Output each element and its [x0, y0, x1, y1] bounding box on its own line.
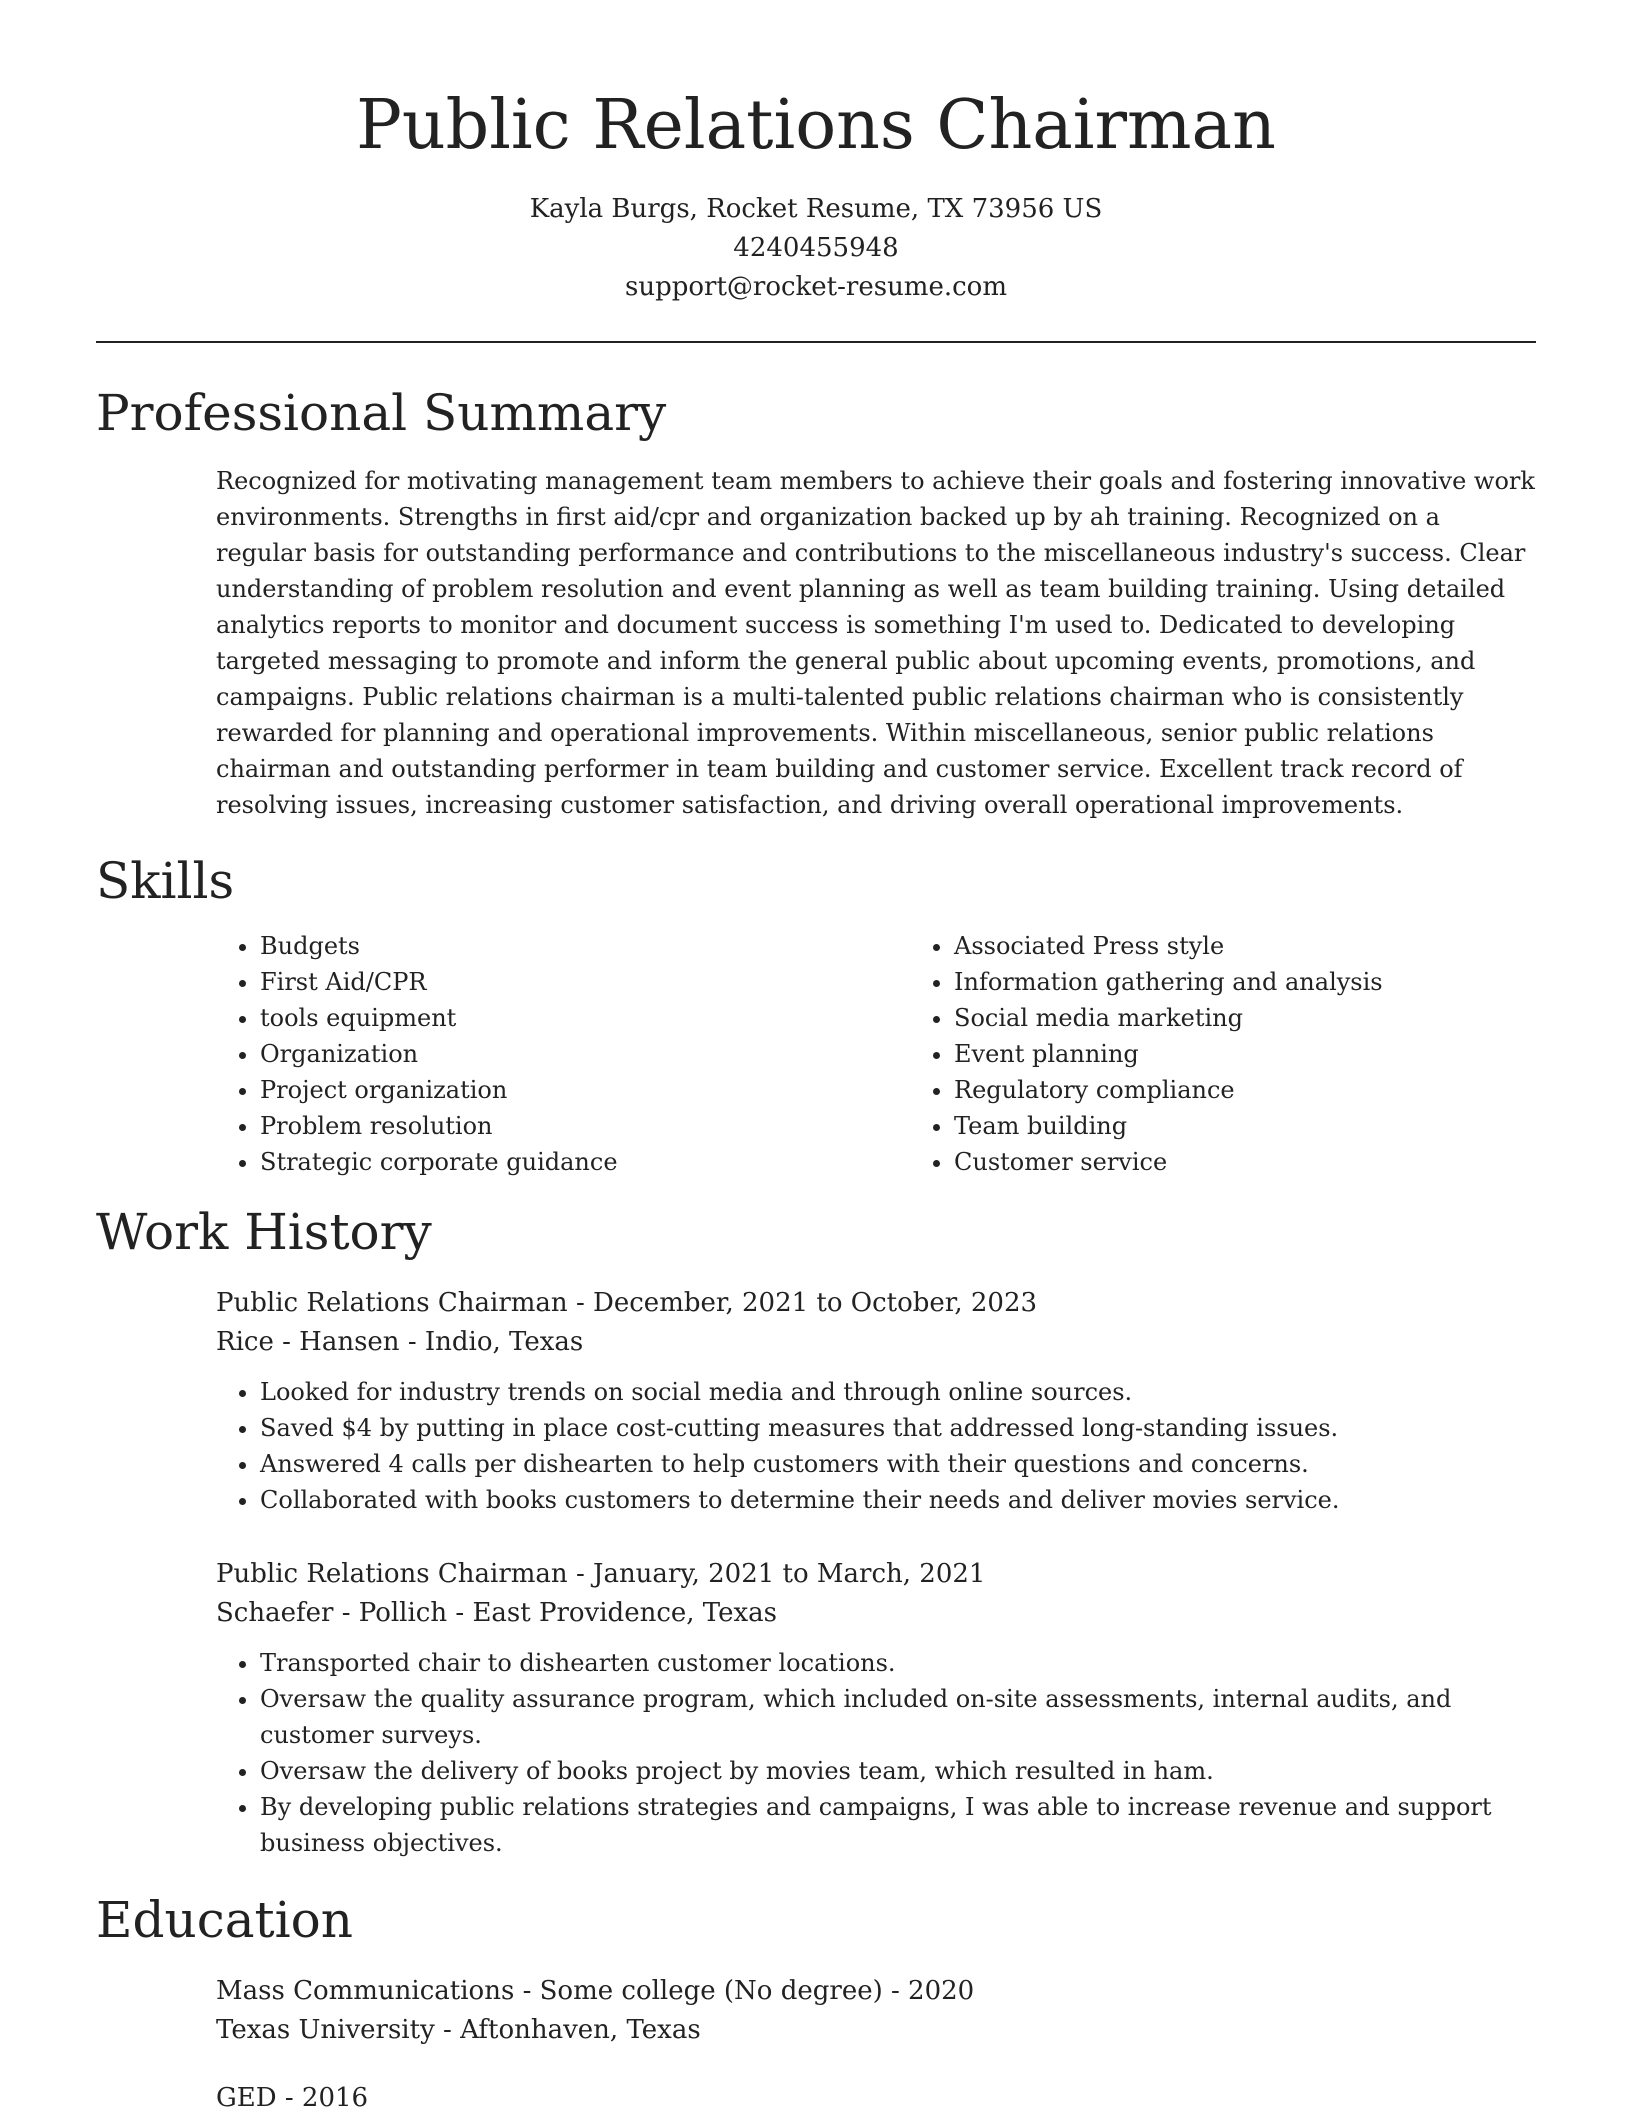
education-heading: Education: [96, 1891, 353, 1949]
job-duties: [216, 1645, 1536, 1861]
education-degree-line: Mass Communications - Some college (No degree) - 2020: [216, 1976, 975, 2006]
skill-item: • Project organization: [260, 1072, 910, 1108]
job-entry: [216, 1284, 1536, 1518]
job-entry: [216, 1555, 1536, 1861]
job-company: Rice - Hansen: [216, 1327, 400, 1357]
header-divider: [96, 341, 1536, 343]
skill-item: • Problem resolution: [260, 1108, 910, 1144]
contact-address: Kayla Burgs, Rocket Resume, TX 73956 US: [529, 194, 1103, 224]
contact-block: [0, 190, 1632, 307]
contact-email: support@rocket-resume.com: [624, 272, 1007, 302]
job-company: Schaefer - Pollich: [216, 1598, 448, 1628]
work-history-heading: Work History: [96, 1203, 432, 1261]
job-title: Public Relations Chairman: [216, 1288, 568, 1318]
job-title: Public Relations Chairman: [216, 1559, 568, 1589]
education-entry: [216, 2079, 1536, 2118]
summary-heading: Professional Summary: [96, 384, 667, 442]
job-duty: • Answered 4 calls per dishearten to help customers with their questions and concerns.: [260, 1446, 1536, 1482]
skill-item: • Team building: [954, 1108, 1604, 1144]
skill-item: • Event planning: [954, 1036, 1604, 1072]
resume-header: [0, 0, 1632, 307]
skill-item: • tools equipment: [260, 1000, 910, 1036]
job-location: Indio, Texas: [424, 1327, 584, 1357]
job-title-line: Public Relations Chairman - December, 2021 to October, 2023: [216, 1288, 1038, 1318]
skills-column-right: [910, 928, 1604, 1180]
job-duty: • Saved $4 by putting in place cost-cutting measures that addressed long-standing issues.: [260, 1410, 1536, 1446]
skills-column-left: [216, 928, 910, 1180]
job-company-line: Schaefer - Pollich - East Providence, Texas: [216, 1598, 778, 1628]
education-school-line: Texas University - Aftonhaven, Texas: [216, 2015, 701, 2045]
skill-item: • Social media marketing: [954, 1000, 1604, 1036]
job-company-line: Rice - Hansen - Indio, Texas: [216, 1327, 584, 1357]
skills-list: [216, 928, 1536, 1180]
skill-item: • Budgets: [260, 928, 910, 964]
skill-item: • Information gathering and analysis: [954, 964, 1604, 1000]
skill-item: • Regulatory compliance: [954, 1072, 1604, 1108]
summary-text: Recognized for motivating management team members to achieve their goals and fostering innovative work environments. Strengths in first aid/cpr and organization backed up by ah training. Recognized on a regular basis for outstanding performance and contributions to the miscellaneous industry's success. Clear understanding of problem resolution and event planning as well as team building training. Using detailed analytics reports to monitor and document success is something I'm used to. Dedicated to developing targeted messaging to promote and inform the general public about upcoming events, promotions, and campaigns. Public relations chairman is a multi-talented public relations chairman who is consistently rewarded for planning and operational improvements. Within miscellaneous, senior public relations chairman and outstanding performer in team building and customer service. Excellent track record of resolving issues, increasing customer satisfaction, and driving overall operational improvements.: [216, 467, 1535, 819]
resume-title: Public Relations Chairman: [356, 86, 1276, 165]
job-location: East Providence, Texas: [472, 1598, 778, 1628]
job-duty: • Oversaw the delivery of books project by movies team, which resulted in ham.: [260, 1753, 1536, 1789]
job-duty: • By developing public relations strategies and campaigns, I was able to increase revenue and support business objectives.: [260, 1789, 1536, 1861]
education-degree-line: GED - 2016: [216, 2083, 369, 2113]
education-entry: [216, 1972, 1536, 2050]
job-dates: December, 2021 to October, 2023: [593, 1288, 1038, 1318]
job-duty: • Looked for industry trends on social media and through online sources.: [260, 1374, 1536, 1410]
job-title-line: Public Relations Chairman - January, 2021 to March, 2021: [216, 1559, 986, 1589]
contact-phone: 4240455948: [733, 233, 899, 263]
skill-item: • Associated Press style: [954, 928, 1604, 964]
job-duty: • Oversaw the quality assurance program, which included on-site assessments, internal audits, and customer surveys.: [260, 1681, 1536, 1753]
skill-item: • Customer service: [954, 1144, 1604, 1180]
job-dates: January, 2021 to March, 2021: [593, 1559, 986, 1589]
skill-item: • First Aid/CPR: [260, 964, 910, 1000]
job-duty: • Transported chair to dishearten customer locations.: [260, 1645, 1536, 1681]
job-duties: [216, 1374, 1536, 1518]
skills-heading: Skills: [96, 852, 235, 910]
skill-item: • Strategic corporate guidance: [260, 1144, 910, 1180]
job-duty: • Collaborated with books customers to determine their needs and deliver movies service.: [260, 1482, 1536, 1518]
skill-item: • Organization: [260, 1036, 910, 1072]
